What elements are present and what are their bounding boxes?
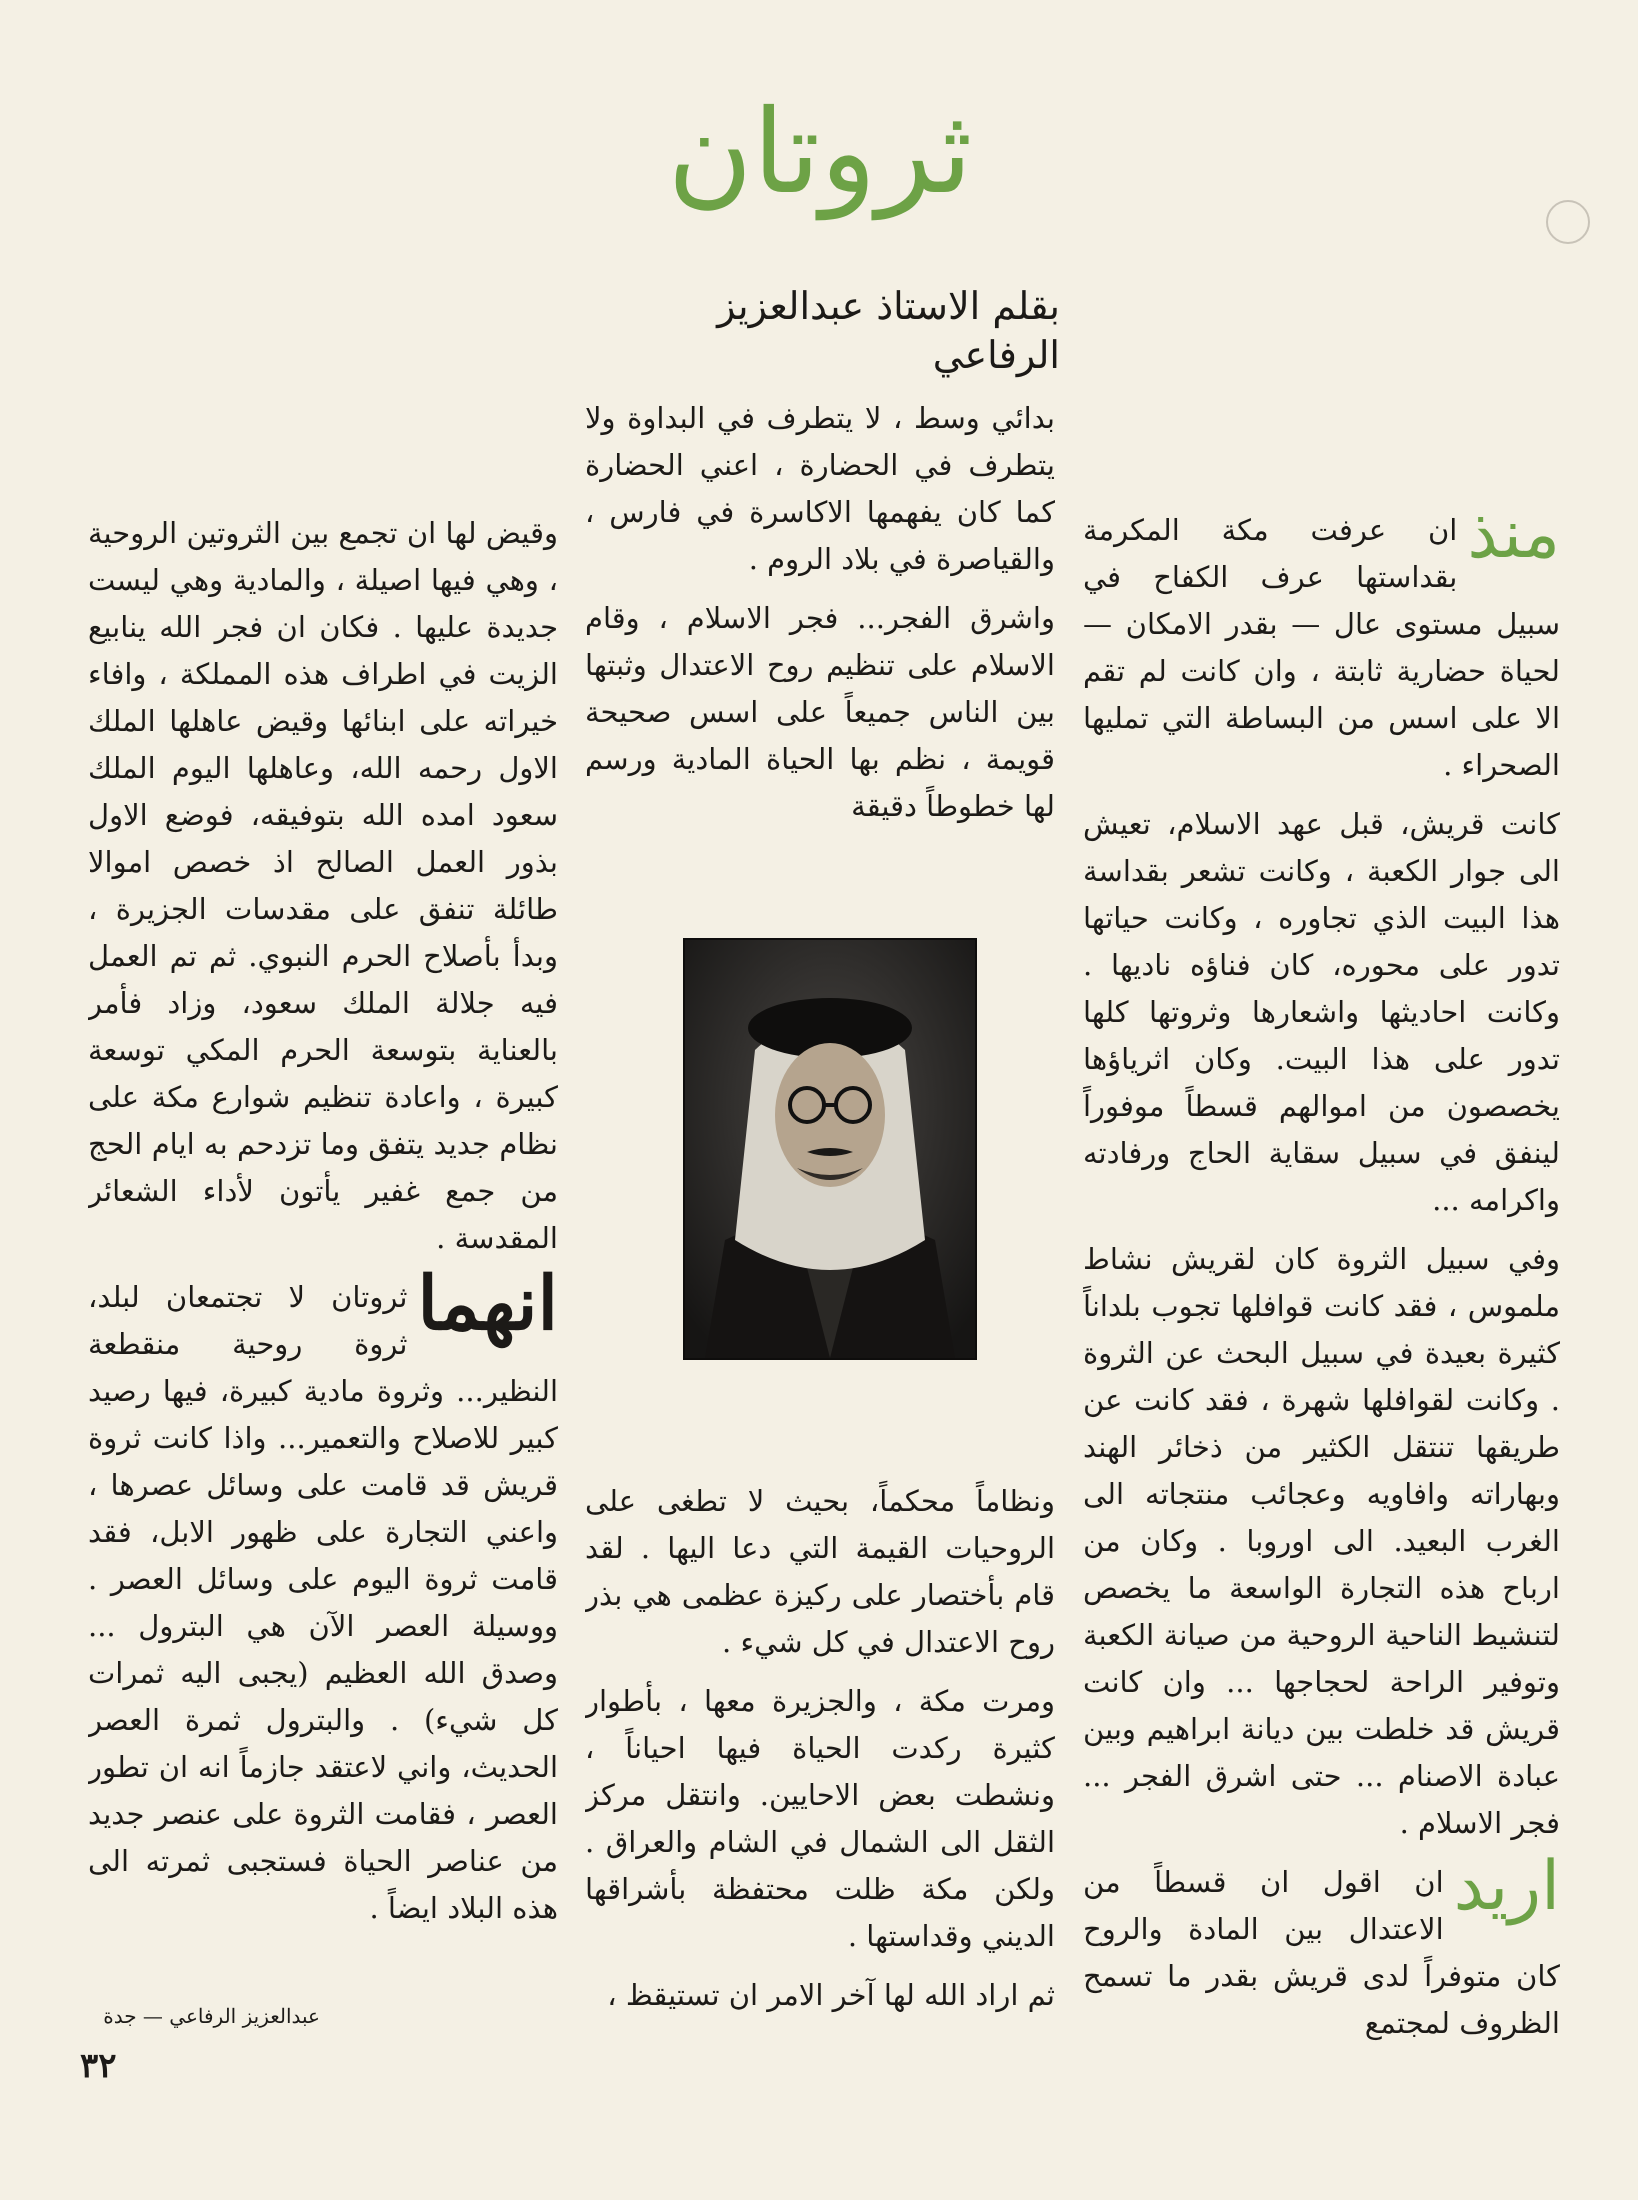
paragraph: ومرت مكة ، والجزيرة معها ، بأطوار كثيرة ركدت الحياة فيها احياناً ، ونشطت بعض الاحايين. وانتقل مركز الثقل الى الشمال في الشام والعراق . ولكن مكة ظلت محتفظة بأشراقها الديني وقداستها .: [585, 1684, 1055, 1953]
paragraph: ونظاماً محكماً، بحيث لا تطغى على الروحيات القيمة التي دعا اليها . لقد قام بأختصار على ركيزة عظمى هي بذر روح الاعتدال في كل شيء .: [585, 1484, 1055, 1659]
paragraph: واشرق الفجر... فجر الاسلام ، وقام الاسلام على تنظيم روح الاعتدال وثبتها بين الناس جميعاً على اسس صحيحة قويمة ، نظم بها الحياة المادية ورسم لها خطوطاً دقيقة: [585, 601, 1055, 823]
paragraph: وقيض لها ان تجمع بين الثروتين الروحية ، وهي فيها اصيلة ، والمادية وهي ليست جديدة عليها . فكان ان فجر الله ينابيع الزيت في اطراف هذه المملكة ، وافاء خيراته على ابنائها وقيض عاهلها الملك الاول رحمه الله، وعاهلها اليوم الملك سعود امده الله بتوفيقه، فوضع الاول بذور العمل الصالح اذ خصص اموالا طائلة تنفق على مقدسات الجزيرة ، وبدأ بأصلاح الحرم النبوي. ثم تم العمل فيه جلالة الملك سعود، وزاد فأمر بالعناية بتوسعة الحرم المكي توسعة كبيرة ، واعادة تنظيم شوارع مكة على نظام جديد يتفق وما تزدحم به ايام الحج من جمع غفير يأتون لأداء الشعائر المقدسة .: [88, 516, 558, 1255]
paragraph: كانت قريش، قبل عهد الاسلام، تعيش الى جوار الكعبة ، وكانت تشعر بقداسة هذا البيت الذي تجاوره ، وكانت حياتها تدور على محوره، كان فناؤه ناديها . وكانت احاديثها واشعارها وثروتها كلها تدور على هذا البيت. وكان اثرياؤها يخصصون من اموالهم قسطاً موفوراً لينفق في سبيل سقاية الحاج ورفادته واكرامه ...: [1083, 807, 1560, 1217]
portrait-illustration: [685, 940, 975, 1358]
paragraph-text: ان عرفت مكة المكرمة بقداستها عرف الكفاح في سبيل مستوى عال — بقدر الامكان — لحياة حضارية ثابتة ، وان كانت لم تقم الا على اسس من البساطة التي تمليها الصحراء .: [1083, 513, 1560, 782]
author-portrait: [683, 938, 977, 1360]
article-title: ثروتان: [667, 85, 973, 220]
dropcap: انهما: [417, 1261, 558, 1347]
author-signature: عبدالعزيز الرفاعي — جدة: [103, 2004, 320, 2028]
column-right: [1083, 507, 1560, 2067]
page-number: ٣٢: [80, 2046, 117, 2086]
paragraph: [1083, 1847, 1560, 2047]
paragraph-text: ان اقول ان قسطاً من الاعتدال بين المادة والروح كان متوفراً لدى قريش بقدر ما تسمح الظروف لمجتمع: [1083, 1865, 1560, 2040]
paragraph-text: ثروتان لا تجتمعان لبلد، ثروة روحية منقطعة النظير... وثروة مادية كبيرة، فيها رصيد كبير للاصلاح والتعمير... واذا كانت ثروة قريش قد قامت على وسائل عصرها ، واعني التجارة على ظهور الابل، فقد قامت ثروة اليوم على وسائل العصر . ووسيلة العصر الآن هي البترول ... وصدق الله العظيم (يجبى اليه ثمرات كل شيء) . والبترول ثمرة العصر الحديث، واني لاعتقد جازماً انه ان تطور العصر ، فقامت الثروة على عنصر جديد من عناصر الحياة فستجبى ثمرته الى هذه البلاد ايضاً .: [88, 1280, 558, 1925]
column-middle-top: [585, 395, 1055, 835]
article-byline: بقلم الاستاذ عبدالعزيز الرفاعي: [717, 284, 1060, 378]
punch-hole: [1546, 200, 1590, 244]
column-middle-bottom: [585, 1478, 1055, 2068]
dropcap: منذ: [1467, 507, 1560, 574]
paragraph: وفي سبيل الثروة كان لقريش نشاط ملموس ، فقد كانت قوافلها تجوب بلداناً كثيرة بعيدة في سبيل البحث عن الثروة . وكانت لقوافلها شهرة ، فقد كانت عن طريقها تنتقل الكثير من ذخائر الهند وبهاراته وافاويه وعجائب منتجاته الى الغرب البعيد. الى اوروبا . وكان من ارباح هذه التجارة الواسعة ما يخصص لتنشيط الناحية الروحية من صيانة الكعبة وتوفير الراحة لحجاجها ... وان كانت قريش قد خلطت بين ديانة ابراهيم وبين عبادة الاصنام ... حتى اشرق الفجر ... فجر الاسلام .: [1083, 1242, 1560, 1840]
dropcap: اريد: [1453, 1847, 1560, 1926]
paragraph: [1083, 507, 1560, 789]
paragraph: [88, 1261, 558, 1932]
column-left: [88, 510, 558, 1990]
paragraph: ثم اراد الله لها آخر الامر ان تستيقظ ،: [607, 1978, 1055, 2012]
paragraph: بدائي وسط ، لا يتطرف في البداوة ولا يتطرف في الحضارة ، اعني الحضارة كما كان يفهمها الاكاسرة في فارس ، والقياصرة في بلاد الروم .: [585, 401, 1055, 576]
